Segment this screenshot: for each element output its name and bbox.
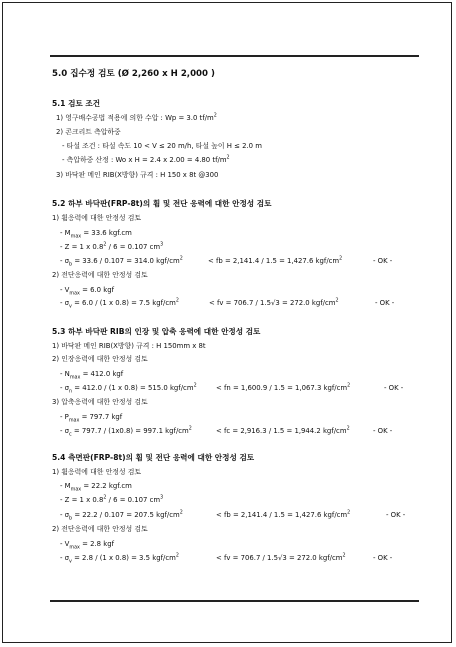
s54-mmax: - $M_{max} = 22.2$ kgf.cm xyxy=(60,482,132,493)
s54-item-1: 1) 휨응력에 대한 안정성 검토 xyxy=(52,468,142,476)
s53-ok-2: - OK - xyxy=(373,427,393,435)
s53-ok-1: - OK - xyxy=(384,384,404,392)
section-5-1-heading: 5.1 검토 조건 xyxy=(52,99,101,108)
s52-vmax: - $V_{max} = 6.0$ kgf xyxy=(60,286,115,297)
s53-pmax: - $P_{max} = 797.7$ kgf xyxy=(60,413,123,424)
condition-2a: - 타설 조건 : 타설 속도 10 < V ≤ 20 m/h, 타설 높이 H ≤ 2.0 m xyxy=(62,142,262,150)
s54-ok-2: - OK - xyxy=(373,554,393,562)
s52-mmax: - $M_{max} = 33.6$ kgf.cm xyxy=(60,229,132,240)
s52-ok-2: - OK - xyxy=(375,299,395,307)
s52-ok-1: - OK - xyxy=(373,257,393,265)
top-rule xyxy=(50,55,419,57)
s52-z: - Z = 1 x $0.8^2 / 6 = 0.107$ $cm^3$ xyxy=(60,242,164,251)
s52-item-1: 1) 휨응력에 대한 안정성 검토 xyxy=(52,214,142,222)
section-5-4-heading: 5.4 측면판(FRP-8t)의 휨 및 전단 응력에 대한 안정성 검토 xyxy=(52,453,255,462)
s54-fb: < fb = 2,141.4 / 1.5 = 1,427.6 kgf/$cm^2$ xyxy=(216,510,351,519)
s53-fc: < fc = 2,916.3 / 1.5 = 1,944.2 kgf/$cm^2$ xyxy=(216,426,350,435)
s54-ok-1: - OK - xyxy=(386,511,406,519)
s52-fb: < fb = 2,141.4 / 1.5 = 1,427.6 kgf/$cm^2$ xyxy=(208,256,343,265)
s54-item-2: 2) 전단응력에 대한 안정성 검토 xyxy=(52,525,148,533)
section-5-3-heading: 5.3 하부 바닥판 RIB의 인장 및 압축 응력에 대한 안정성 검토 xyxy=(52,327,261,336)
s52-sigma-v: - $\sigma_v = 6.0 / (1$ x 0.8) = 7.5 kgf/$cm^2$ xyxy=(60,298,179,310)
condition-2b: - 측압하중 산정 : Wo x H = 2.4 x 2.00 = 4.80 $tf/m^2$ xyxy=(62,155,230,164)
s53-nmax: - $N_{max} = 412.0$ kgf xyxy=(60,370,124,381)
section-5-2-heading: 5.2 하부 바닥판(FRP-8t)의 휨 및 전단 응력에 대한 안정성 검토 xyxy=(52,199,272,208)
s54-sigma-b: - $\sigma_b = 22.2 / 0.107 = 207.5$ kgf/$cm^2$ xyxy=(60,510,183,522)
s53-item-2: 2) 인장응력에 대한 안정성 검토 xyxy=(52,355,148,363)
s54-sigma-v: - $\sigma_v = 2.8 / (1$ x 0.8) = 3.5 kgf/$cm^2$ xyxy=(60,553,179,565)
s53-item-1: 1) 바닥판 메인 RIB(X방향) 규격 : H 150mm x 8t xyxy=(52,342,206,350)
condition-3: 3) 바닥판 메인 RIB(X방향) 규격 : H 150 x 8t @300 xyxy=(56,171,219,179)
s52-sigma-b: - $\sigma_b = 33.6 / 0.107 = 314.0$ kgf/$cm^2$ xyxy=(60,256,183,268)
s53-fn: < fn = 1,600.9 / 1.5 = 1,067.3 kgf/$cm^2$ xyxy=(216,383,351,392)
condition-1: 1) 영구배수공법 적용에 의한 수압 : Wp = 3.0 $tf/m^2$ xyxy=(56,113,217,122)
condition-2: 2) 콘크리트 측압하중 xyxy=(56,128,121,136)
s54-z: - Z = 1 x $0.8^2 / 6 = 0.107$ $cm^3$ xyxy=(60,495,164,504)
bottom-rule xyxy=(50,600,419,602)
s53-sigma-n: - $\sigma_n = 412.0 / (1$ x 0.8) = 515.0 kgf/$cm^2$ xyxy=(60,383,197,395)
page-title: 5.0 집수정 검토 (Ø 2,260 x H 2,000 ) xyxy=(52,69,215,79)
s54-fv: < fv = 706.7 / 1.5√3 = 272.0 kgf/$cm^2$ xyxy=(216,553,346,562)
s52-fv: < fv = 706.7 / 1.5√3 = 272.0 kgf/$cm^2$ xyxy=(209,298,339,307)
s54-vmax: - $V_{max} = 2.8$ kgf xyxy=(60,540,115,551)
s52-item-2: 2) 전단응력에 대한 안정성 검토 xyxy=(52,271,148,279)
s53-sigma-c: - $\sigma_c = 797.7 / (1x0.8) = 997.1$ kgf/$cm^2$ xyxy=(60,426,192,438)
s53-item-3: 3) 압축응력에 대한 안정성 검토 xyxy=(52,398,148,406)
